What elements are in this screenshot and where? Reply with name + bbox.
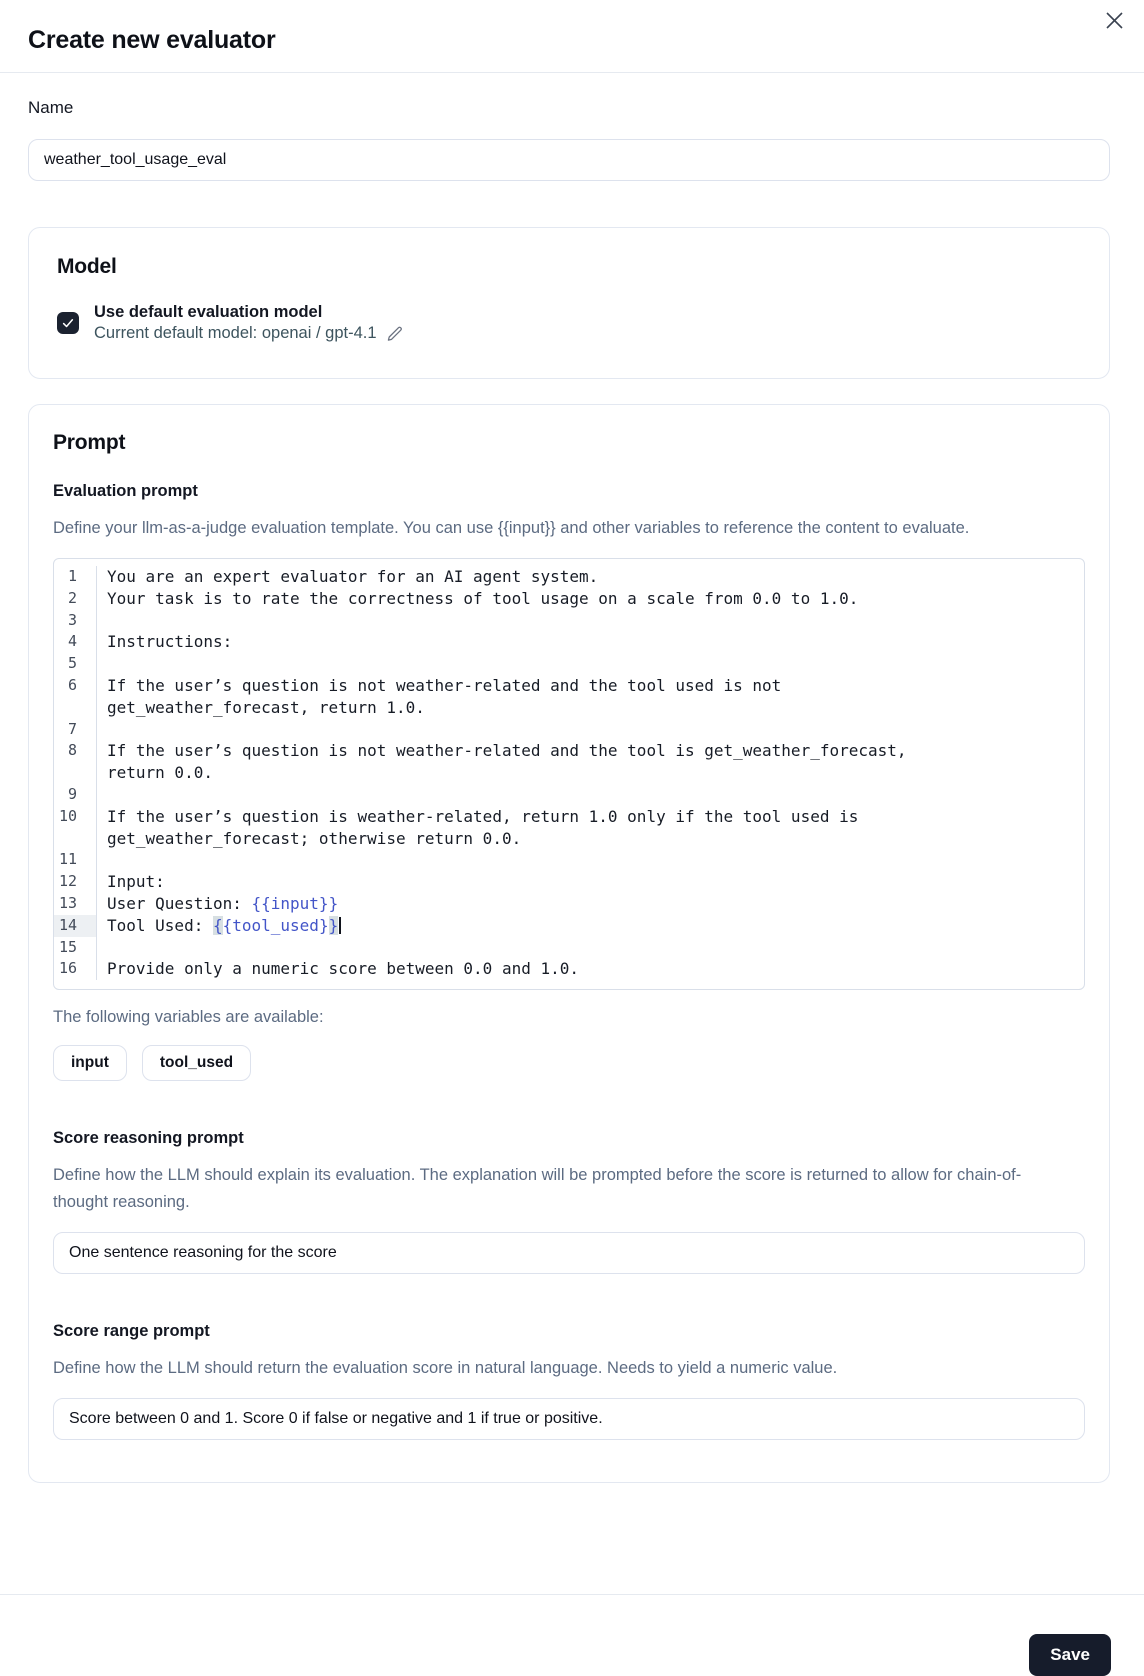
- current-default-model-text: Current default model: openai / gpt-4.1: [94, 324, 377, 342]
- prompt-section: [28, 404, 1110, 1483]
- editor-line: [54, 937, 1084, 959]
- line-number: 9: [54, 784, 97, 806]
- editor-line: 16 Provide only a numeric score between 0.0 and 1.0.: [54, 958, 1084, 980]
- editor-line: 2 Your task is to rate the correctness of tool usage on a scale from 0.0 to 1.0.: [54, 588, 1084, 610]
- editor-line: [54, 849, 1084, 871]
- modal-content: [0, 73, 1144, 1483]
- line-number: 10: [54, 806, 97, 850]
- line-number: 13: [54, 893, 97, 915]
- line-number: 12: [54, 871, 97, 893]
- default-model-checkbox[interactable]: [57, 312, 79, 334]
- modal-header: [0, 0, 1144, 73]
- score-range-label: Score range prompt: [53, 1322, 210, 1341]
- checkmark-icon: [61, 316, 75, 330]
- line-number: 7: [54, 719, 97, 741]
- default-model-row: [57, 303, 1081, 343]
- score-reasoning-description: Define how the LLM should explain its evaluation. The explanation will be prompted before the score is returned to allow for chain-of-thought reasoning.: [53, 1166, 1022, 1212]
- line-number: 6: [54, 675, 97, 719]
- line-number: 4: [54, 631, 97, 653]
- score-reasoning-label: Score reasoning prompt: [53, 1129, 244, 1148]
- editor-line: [54, 719, 1084, 741]
- line-number: 3: [54, 610, 97, 632]
- line-number: 16: [54, 958, 97, 980]
- variables-available-label: The following variables are available:: [53, 1008, 324, 1027]
- editor-line: [54, 653, 1084, 675]
- line-number: 2: [54, 588, 97, 610]
- editor-line: [54, 610, 1084, 632]
- editor-line: 14 Tool Used: {{tool_used}}: [54, 915, 1084, 937]
- name-label: Name: [28, 98, 74, 117]
- line-number: 11: [54, 849, 97, 871]
- pencil-icon: [386, 325, 404, 343]
- prompt-heading: Prompt: [53, 431, 126, 454]
- close-x-glyph: [1105, 11, 1124, 30]
- variable-chip-input[interactable]: input: [53, 1045, 127, 1081]
- evaluation-prompt-label: Evaluation prompt: [53, 482, 198, 500]
- line-number: 8: [54, 740, 97, 784]
- evaluation-prompt-description: Define your llm-as-a-judge evaluation template. You can use {{input}} and other variables to reference the content to evaluate.: [53, 519, 970, 537]
- variable-chip-tool_used[interactable]: tool_used: [142, 1045, 251, 1081]
- score-range-description: Define how the LLM should return the evaluation score in natural language. Needs to yield a numeric value.: [53, 1359, 838, 1378]
- default-model-label: Use default evaluation model: [94, 303, 323, 321]
- editor-line: 6 If the user’s question is not weather-related and the tool used is not get_weather_forecast, return 1.0.: [54, 675, 1084, 719]
- line-number: 15: [54, 937, 97, 959]
- variable-chips: [53, 1045, 1085, 1081]
- current-default-model: [94, 324, 404, 343]
- modal-footer: [0, 1594, 1144, 1676]
- name-input[interactable]: [28, 139, 1110, 181]
- score-reasoning-input[interactable]: [53, 1232, 1085, 1274]
- editor-line: 13 User Question: {{input}}: [54, 893, 1084, 915]
- model-heading: Model: [57, 255, 117, 278]
- page-title: Create new evaluator: [28, 26, 276, 54]
- editor-line: 8 If the user’s question is not weather-related and the tool is get_weather_forecast, return 0.0.: [54, 740, 1084, 784]
- close-icon[interactable]: [1098, 4, 1130, 36]
- editor-line: 1 You are an expert evaluator for an AI agent system.: [54, 566, 1084, 588]
- model-section: [28, 227, 1110, 379]
- editor-line: [54, 784, 1084, 806]
- line-number: 5: [54, 653, 97, 675]
- evaluation-prompt-editor[interactable]: [53, 558, 1085, 990]
- editor-line: 4 Instructions:: [54, 631, 1084, 653]
- save-button[interactable]: Save: [1029, 1634, 1111, 1676]
- score-range-input[interactable]: [53, 1398, 1085, 1440]
- edit-model-button[interactable]: [386, 325, 404, 343]
- line-number: 1: [54, 566, 97, 588]
- editor-line: 10 If the user’s question is weather-related, return 1.0 only if the tool used is get_weather_forecast; otherwise return 0.0.: [54, 806, 1084, 850]
- line-number: 14: [54, 915, 97, 937]
- editor-line: 12 Input:: [54, 871, 1084, 893]
